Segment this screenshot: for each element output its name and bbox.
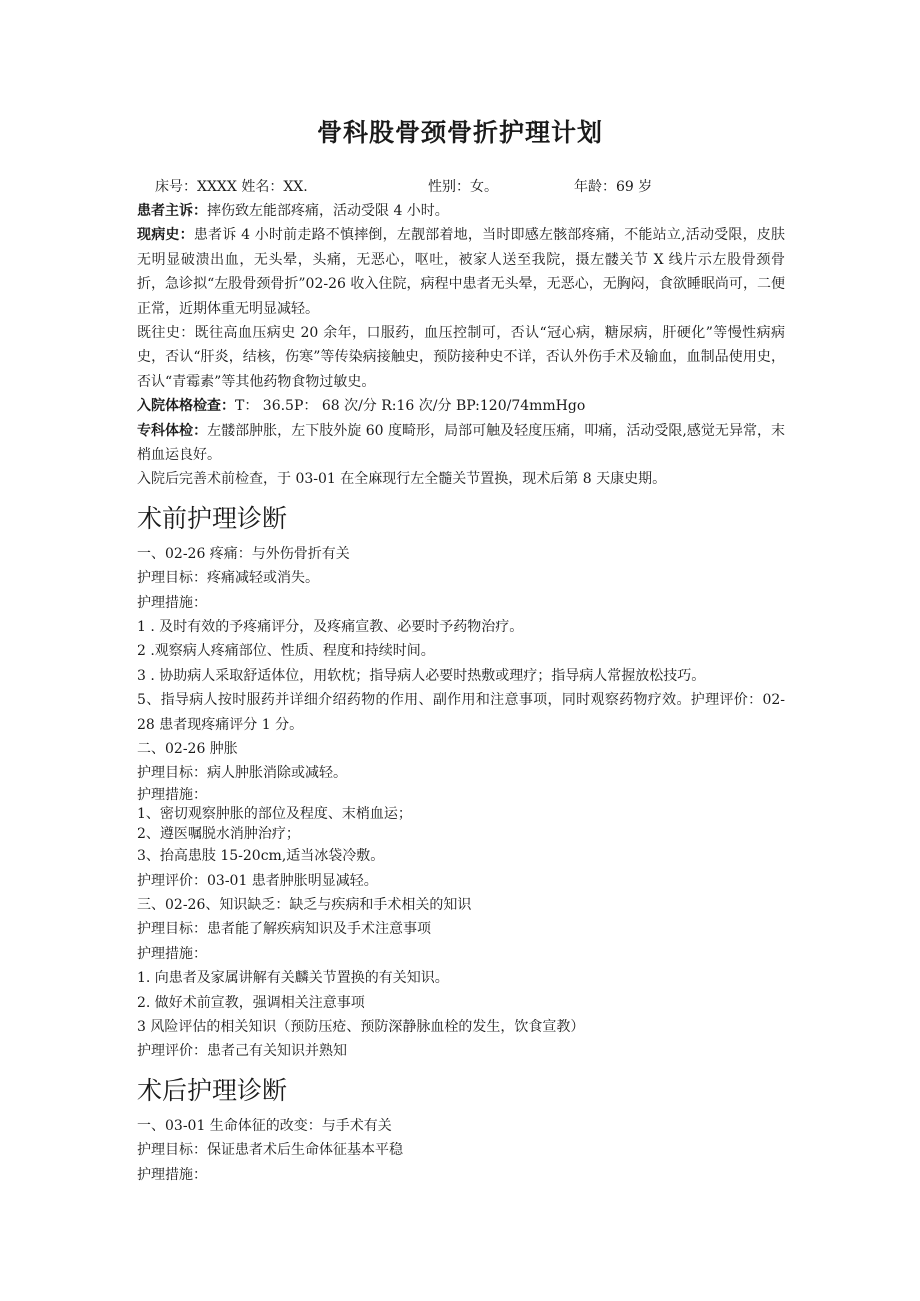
- sex-info: 性别：女。: [428, 179, 498, 195]
- special-exam-label: 专科体检：: [137, 422, 208, 439]
- bed-name-info: 床号：XXXX 姓名：XX.: [155, 179, 308, 195]
- age-info: 年龄：69 岁: [574, 179, 653, 195]
- nursing-goal: 护理目标：保证患者术后生命体征基本平稳: [137, 1142, 403, 1159]
- measure-item: 3、抬高患肢 15-20cm,适当冰袋冷敷。: [137, 848, 385, 865]
- admission-exam-text: T： 36.5P： 68 次/分 R:16 次/分 BP:120/74mmHgo: [235, 398, 586, 415]
- measure-item: 3 风险评估的相关知识（预防压疮、预防深静脉血栓的发生，饮食宣教）: [137, 1019, 585, 1035]
- measure-item: 2、遵医嘱脱水消肿治疗；: [137, 825, 300, 842]
- chief-complaint-label: 患者主诉：: [137, 203, 207, 219]
- admission-exam: [137, 394, 785, 418]
- present-history: [137, 223, 785, 321]
- nursing-measures-label: 护理措施：: [137, 1166, 207, 1183]
- diagnosis-title: 二、02-26 肿胀: [137, 740, 238, 757]
- measure-item: 5、指导病人按时服药并详细介绍药物的作用、副作用和注意事项，同时观察药物疗效。护理评价：02-28 患者现疼痛评分 1 分。: [137, 692, 785, 733]
- nursing-evaluation: 护理评价：患者己有关知识并熟知: [137, 1043, 347, 1060]
- postop-heading: 术后护理诊断: [137, 1075, 288, 1105]
- document-title: 骨科股骨颈骨折护理计划: [316, 118, 603, 147]
- nursing-evaluation: 护理评价：03-01 患者肿胀明显减轻。: [137, 872, 378, 889]
- document-body: [137, 199, 785, 1187]
- nursing-goal: 护理目标：疼痛减轻或消失。: [137, 570, 319, 587]
- admission-exam-label: 入院体格检查：: [137, 398, 235, 415]
- nursing-goal: 护理目标：病人肿胀消除或减轻。: [137, 765, 347, 782]
- measure-item: 1 . 及时有效的予疼痛评分，及疼痛宣教、必要时予药物治疗。: [137, 619, 524, 635]
- special-exam: [137, 419, 785, 468]
- present-history-text: 患者诉 4 小时前走路不慎摔倒，左靓部着地，当时即感左骸部疼痛，不能站立,活动受限，皮肤无明显破溃出血，无头晕，头痛，无恶心，呕吐，被家人送至我院，摄左髅关节 X 线片示左股骨颈骨折，急诊拟“左股骨颈骨折”02-26 收入住院，病程中患者无头晕，无恶心，无胸闷，食欲睡眠尚可，二便正常，近期体重无明显减轻。: [137, 227, 786, 317]
- diagnosis-title: 一、03-01 生命体征的改变：与手术有关: [137, 1117, 392, 1134]
- chief-complaint: [137, 199, 785, 223]
- surgery-note: 入院后完善术前检查，于 03-01 在全麻现行左全髓关节置换，现术后第 8 天康史期。: [137, 471, 667, 488]
- measure-item: 2. 做好术前宣教，强调相关注意事项: [137, 994, 365, 1011]
- measure-item: 1、密切观察肿胀的部位及程度、末梢血运；: [137, 806, 412, 823]
- nursing-goal: 护理目标：患者能了解疾病知识及手术注意事项: [137, 921, 431, 938]
- special-exam-text: 左髅部肿胀，左下肢外旋 60 度畸形，局部可触及轻度压痛，叩痛，活动受限,感觉无异常，末梢血运良好。: [137, 422, 785, 464]
- past-history: 既往史：既往高血压病史 20 余年，口服药，血压控制可，否认“冠心病，糖尿病，肝硬化”等慢性病病史，否认“肝炎，结核，伤寒”等传染病接触史，预防接种史不详，否认外伤手术及输血，血制品使用史，否认“青霉素”等其他药物食物过敏史。: [137, 325, 785, 390]
- measure-item: 3 . 协助病人采取舒适体位，用软枕；指导病人必要时热敷或理疗；指导病人常握放松技巧。: [137, 667, 706, 684]
- chief-complaint-text: 摔伤致左能部疼痛，活动受限 4 小时。: [207, 203, 449, 219]
- nursing-measures-label: 护理措施：: [137, 594, 207, 611]
- diagnosis-title: 三、02-26、知识缺乏：缺乏与疾病和手术相关的知识: [137, 897, 472, 914]
- nursing-measures-label: 护理措施：: [137, 945, 207, 962]
- nursing-measures-label: 护理措施：: [137, 786, 207, 803]
- diagnosis-title: 一、02-26 疼痛：与外伤骨折有关: [137, 545, 350, 562]
- preop-heading: 术前护理诊断: [137, 503, 288, 533]
- present-history-label: 现病史：: [137, 227, 194, 244]
- measure-item: 2 .观察病人疼痛部位、性质、程度和持续时间。: [137, 643, 435, 660]
- measure-item: 1. 向患者及家属讲解有关麟关节置换的有关知识。: [137, 970, 449, 987]
